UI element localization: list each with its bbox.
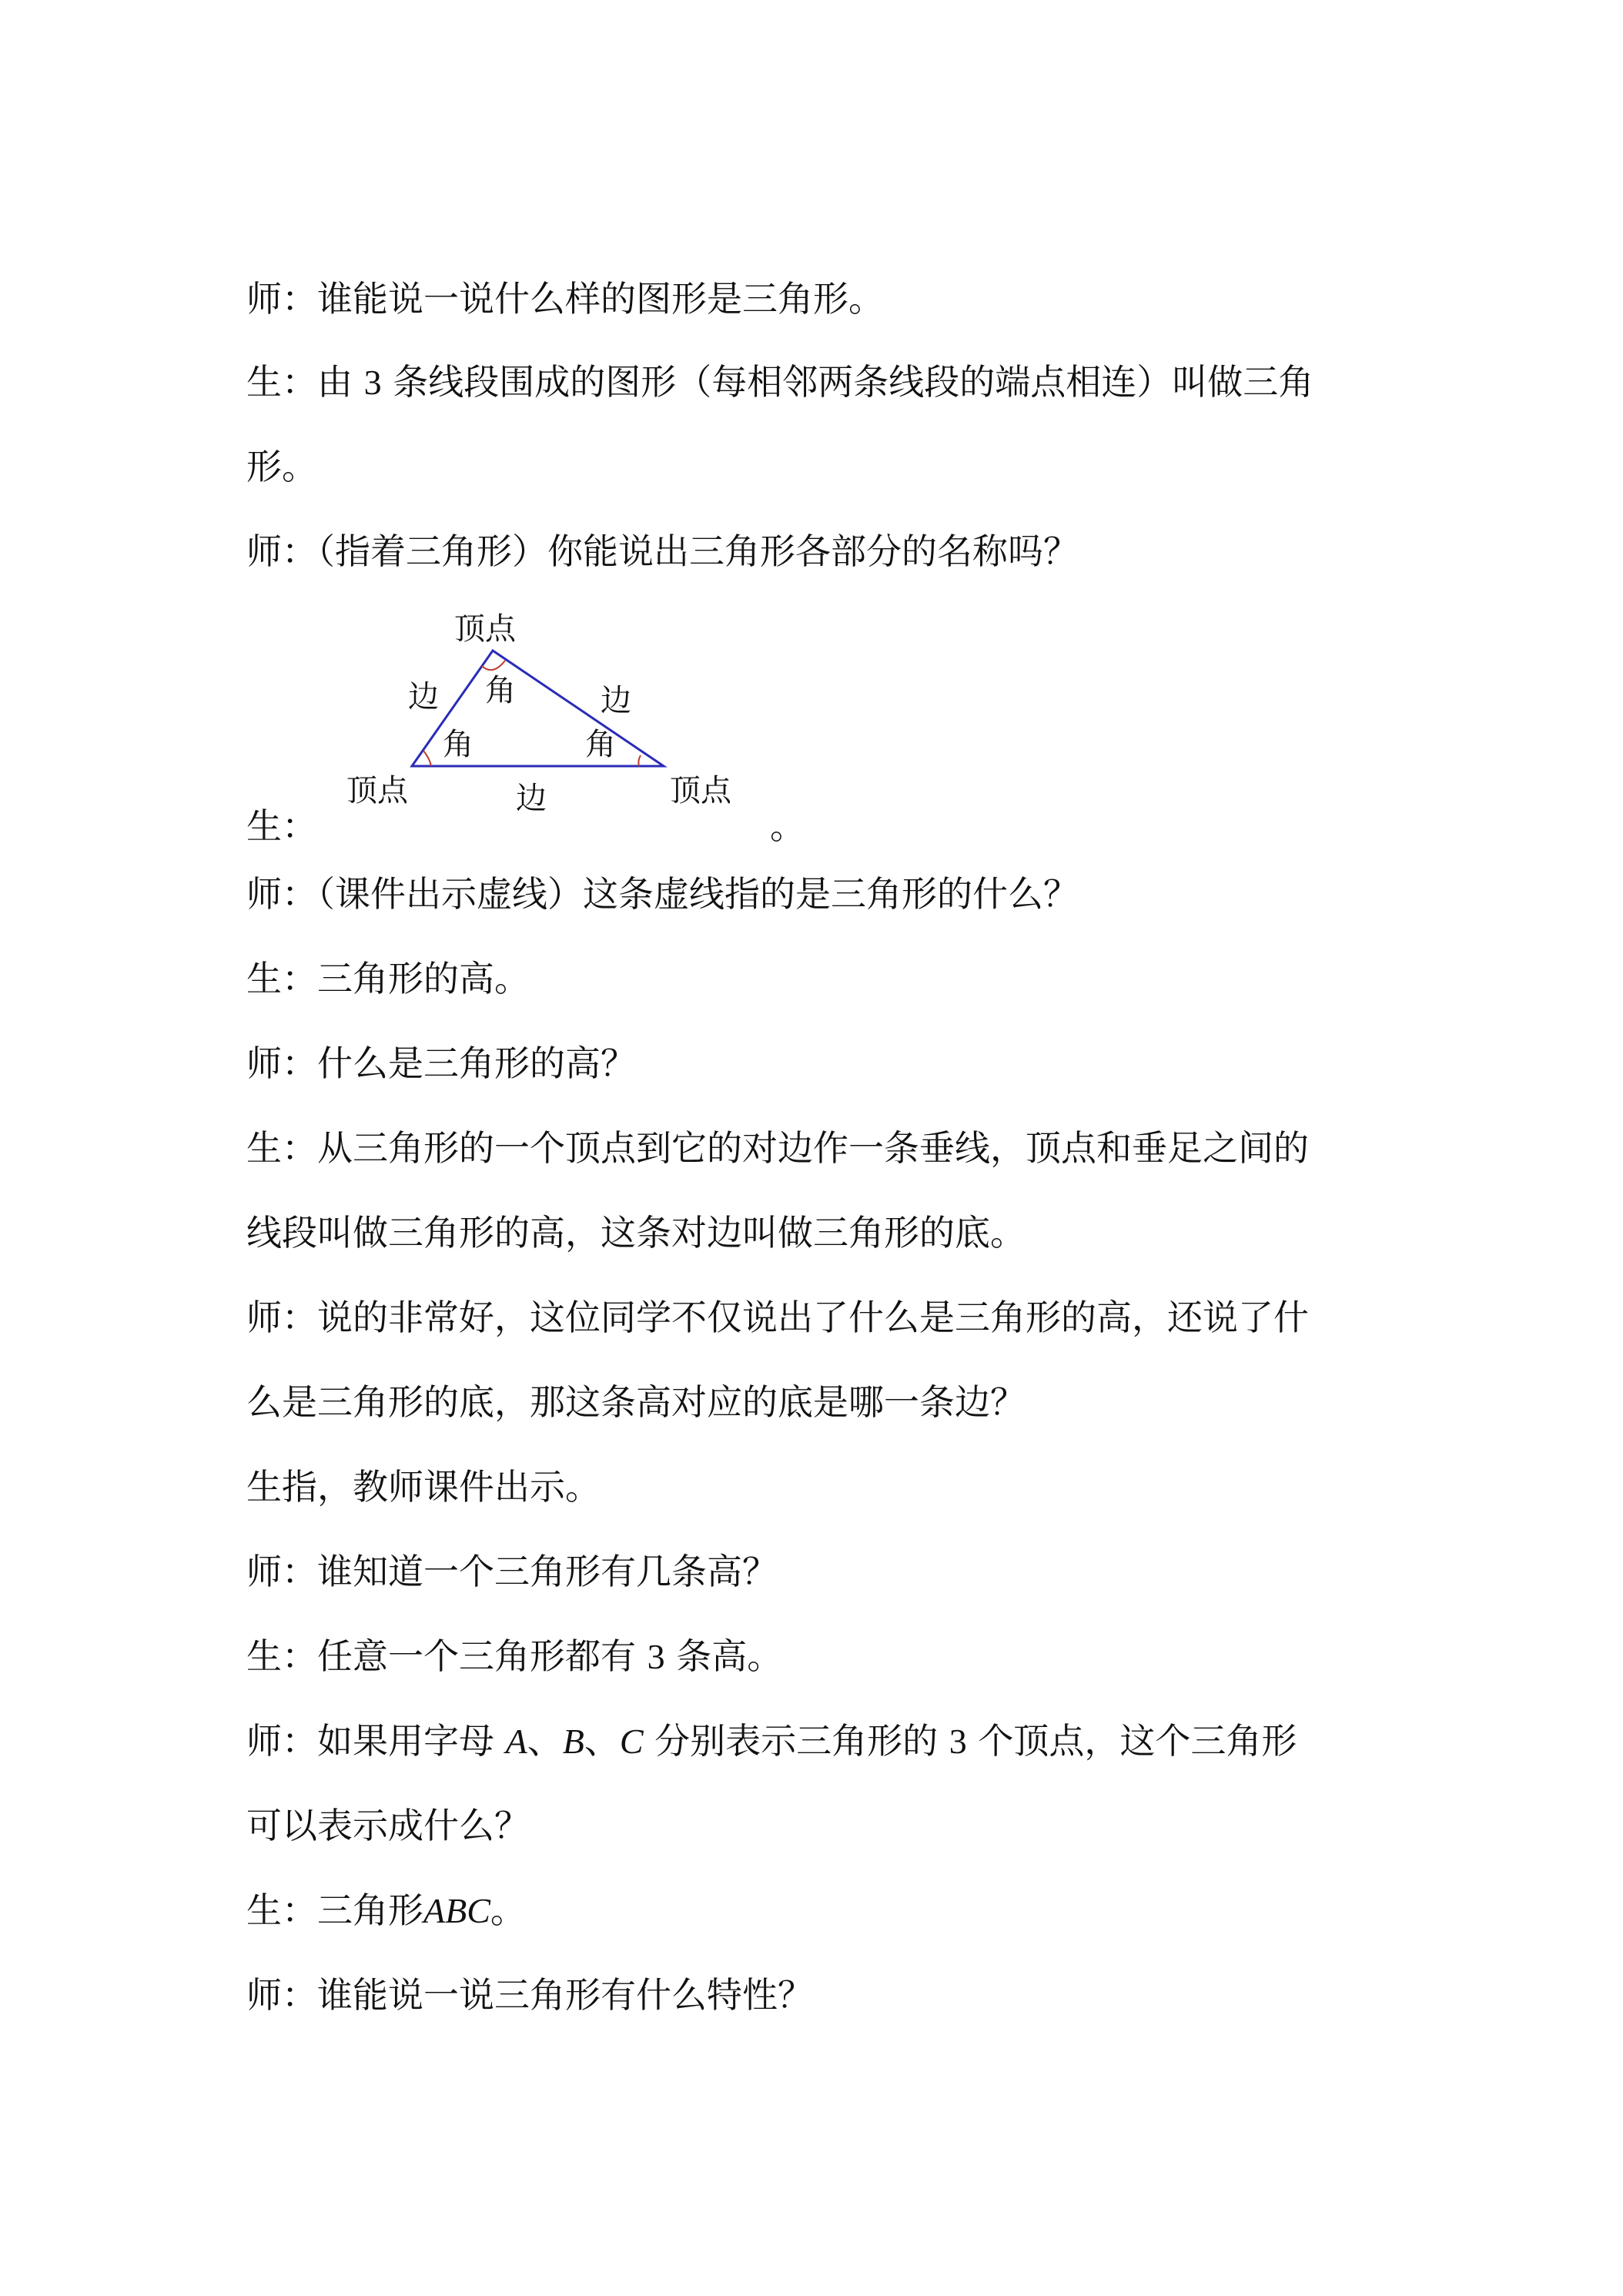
line-4 (246, 530, 1079, 573)
text: 。 (770, 805, 805, 847)
line-9 (246, 1126, 1309, 1170)
text: 生：任意一个三角形都有 (246, 1635, 636, 1677)
text: 师：如果用字母 (246, 1720, 494, 1762)
punct: 、 (584, 1720, 620, 1762)
text: 生：从三角形的一个顶点到它的对边作一条垂线，顶点和垂足之间的 (246, 1127, 1309, 1169)
line-16 (246, 1719, 1297, 1763)
text: 师：什么是三角形的高？ (246, 1043, 636, 1084)
vertex-right-label: 顶点 (670, 773, 731, 808)
line-17 (246, 1804, 530, 1847)
angle-arc-right (638, 755, 641, 766)
text: 个顶点，这个三角形 (978, 1720, 1297, 1762)
angle-left-label: 角 (443, 727, 474, 762)
diagram-line-suffix (770, 805, 805, 848)
text: 师：谁能说一说什么样的图形是三角形。 (246, 278, 884, 320)
text: 形。 (246, 446, 317, 487)
angle-arc-left (423, 751, 431, 766)
text: 师：说的非常好，这位同学不仅说出了什么是三角形的高，还说了什 (246, 1297, 1309, 1338)
side-left-label: 边 (408, 679, 439, 715)
text: 么是三角形的底，那这条高对应的底是哪一条边？ (246, 1381, 1026, 1423)
triangle-diagram (331, 608, 762, 824)
angle-right-label: 角 (585, 727, 616, 762)
vertex-top-label: 顶点 (454, 611, 516, 647)
line-10 (246, 1211, 1026, 1254)
line-11 (246, 1296, 1309, 1339)
text: 师：谁知道一个三角形有几条高？ (246, 1551, 778, 1592)
line-3 (246, 445, 317, 488)
text: 分别表示三角形的 (654, 1720, 939, 1762)
line-6 (246, 872, 1079, 915)
side-right-label: 边 (601, 683, 631, 718)
letter-b: B (562, 1722, 584, 1761)
text: 生：三角形的高。 (246, 958, 530, 999)
line-18 (246, 1889, 526, 1933)
line-15 (246, 1635, 782, 1678)
text: 线段叫做三角形的高，这条对边叫做三角形的底。 (246, 1212, 1026, 1253)
line-2 (246, 360, 1313, 404)
angle-top-label: 角 (485, 673, 516, 708)
vertex-left-label: 顶点 (346, 773, 408, 808)
text: 生： (246, 805, 317, 847)
diagram-line-prefix (246, 805, 317, 848)
text: 师：谁能说一说三角形有什么特性？ (246, 1974, 813, 2016)
side-bottom-label: 边 (516, 781, 547, 816)
number: 3 (949, 1722, 967, 1761)
line-12 (246, 1381, 1026, 1424)
line-7 (246, 957, 530, 1000)
text: 师：（课件出示虚线）这条虚线指的是三角形的什么？ (246, 873, 1079, 915)
text: 生指，教师课件出示。 (246, 1466, 601, 1508)
text: 生：由 (246, 361, 353, 403)
line-1 (246, 277, 884, 320)
line-8 (246, 1042, 636, 1085)
line-13 (246, 1465, 601, 1508)
punct: 、 (527, 1720, 563, 1762)
text: 条高。 (676, 1635, 783, 1677)
number: 3 (647, 1637, 665, 1676)
text: 师：（指着三角形）你能说出三角形各部分的名称吗？ (246, 530, 1079, 572)
letter-a: A (505, 1722, 527, 1761)
text: 生：三角形 (246, 1889, 423, 1931)
line-19 (246, 1973, 813, 2017)
text: 条线段围成的图形（每相邻两条线段的端点相连）叫做三角 (393, 361, 1314, 403)
number: 3 (363, 363, 382, 402)
letter-c: C (619, 1722, 644, 1761)
text: 可以表示成什么？ (246, 1805, 530, 1846)
punct: 。 (490, 1889, 526, 1931)
triangle-name: ABC (423, 1891, 490, 1930)
line-14 (246, 1550, 778, 1593)
